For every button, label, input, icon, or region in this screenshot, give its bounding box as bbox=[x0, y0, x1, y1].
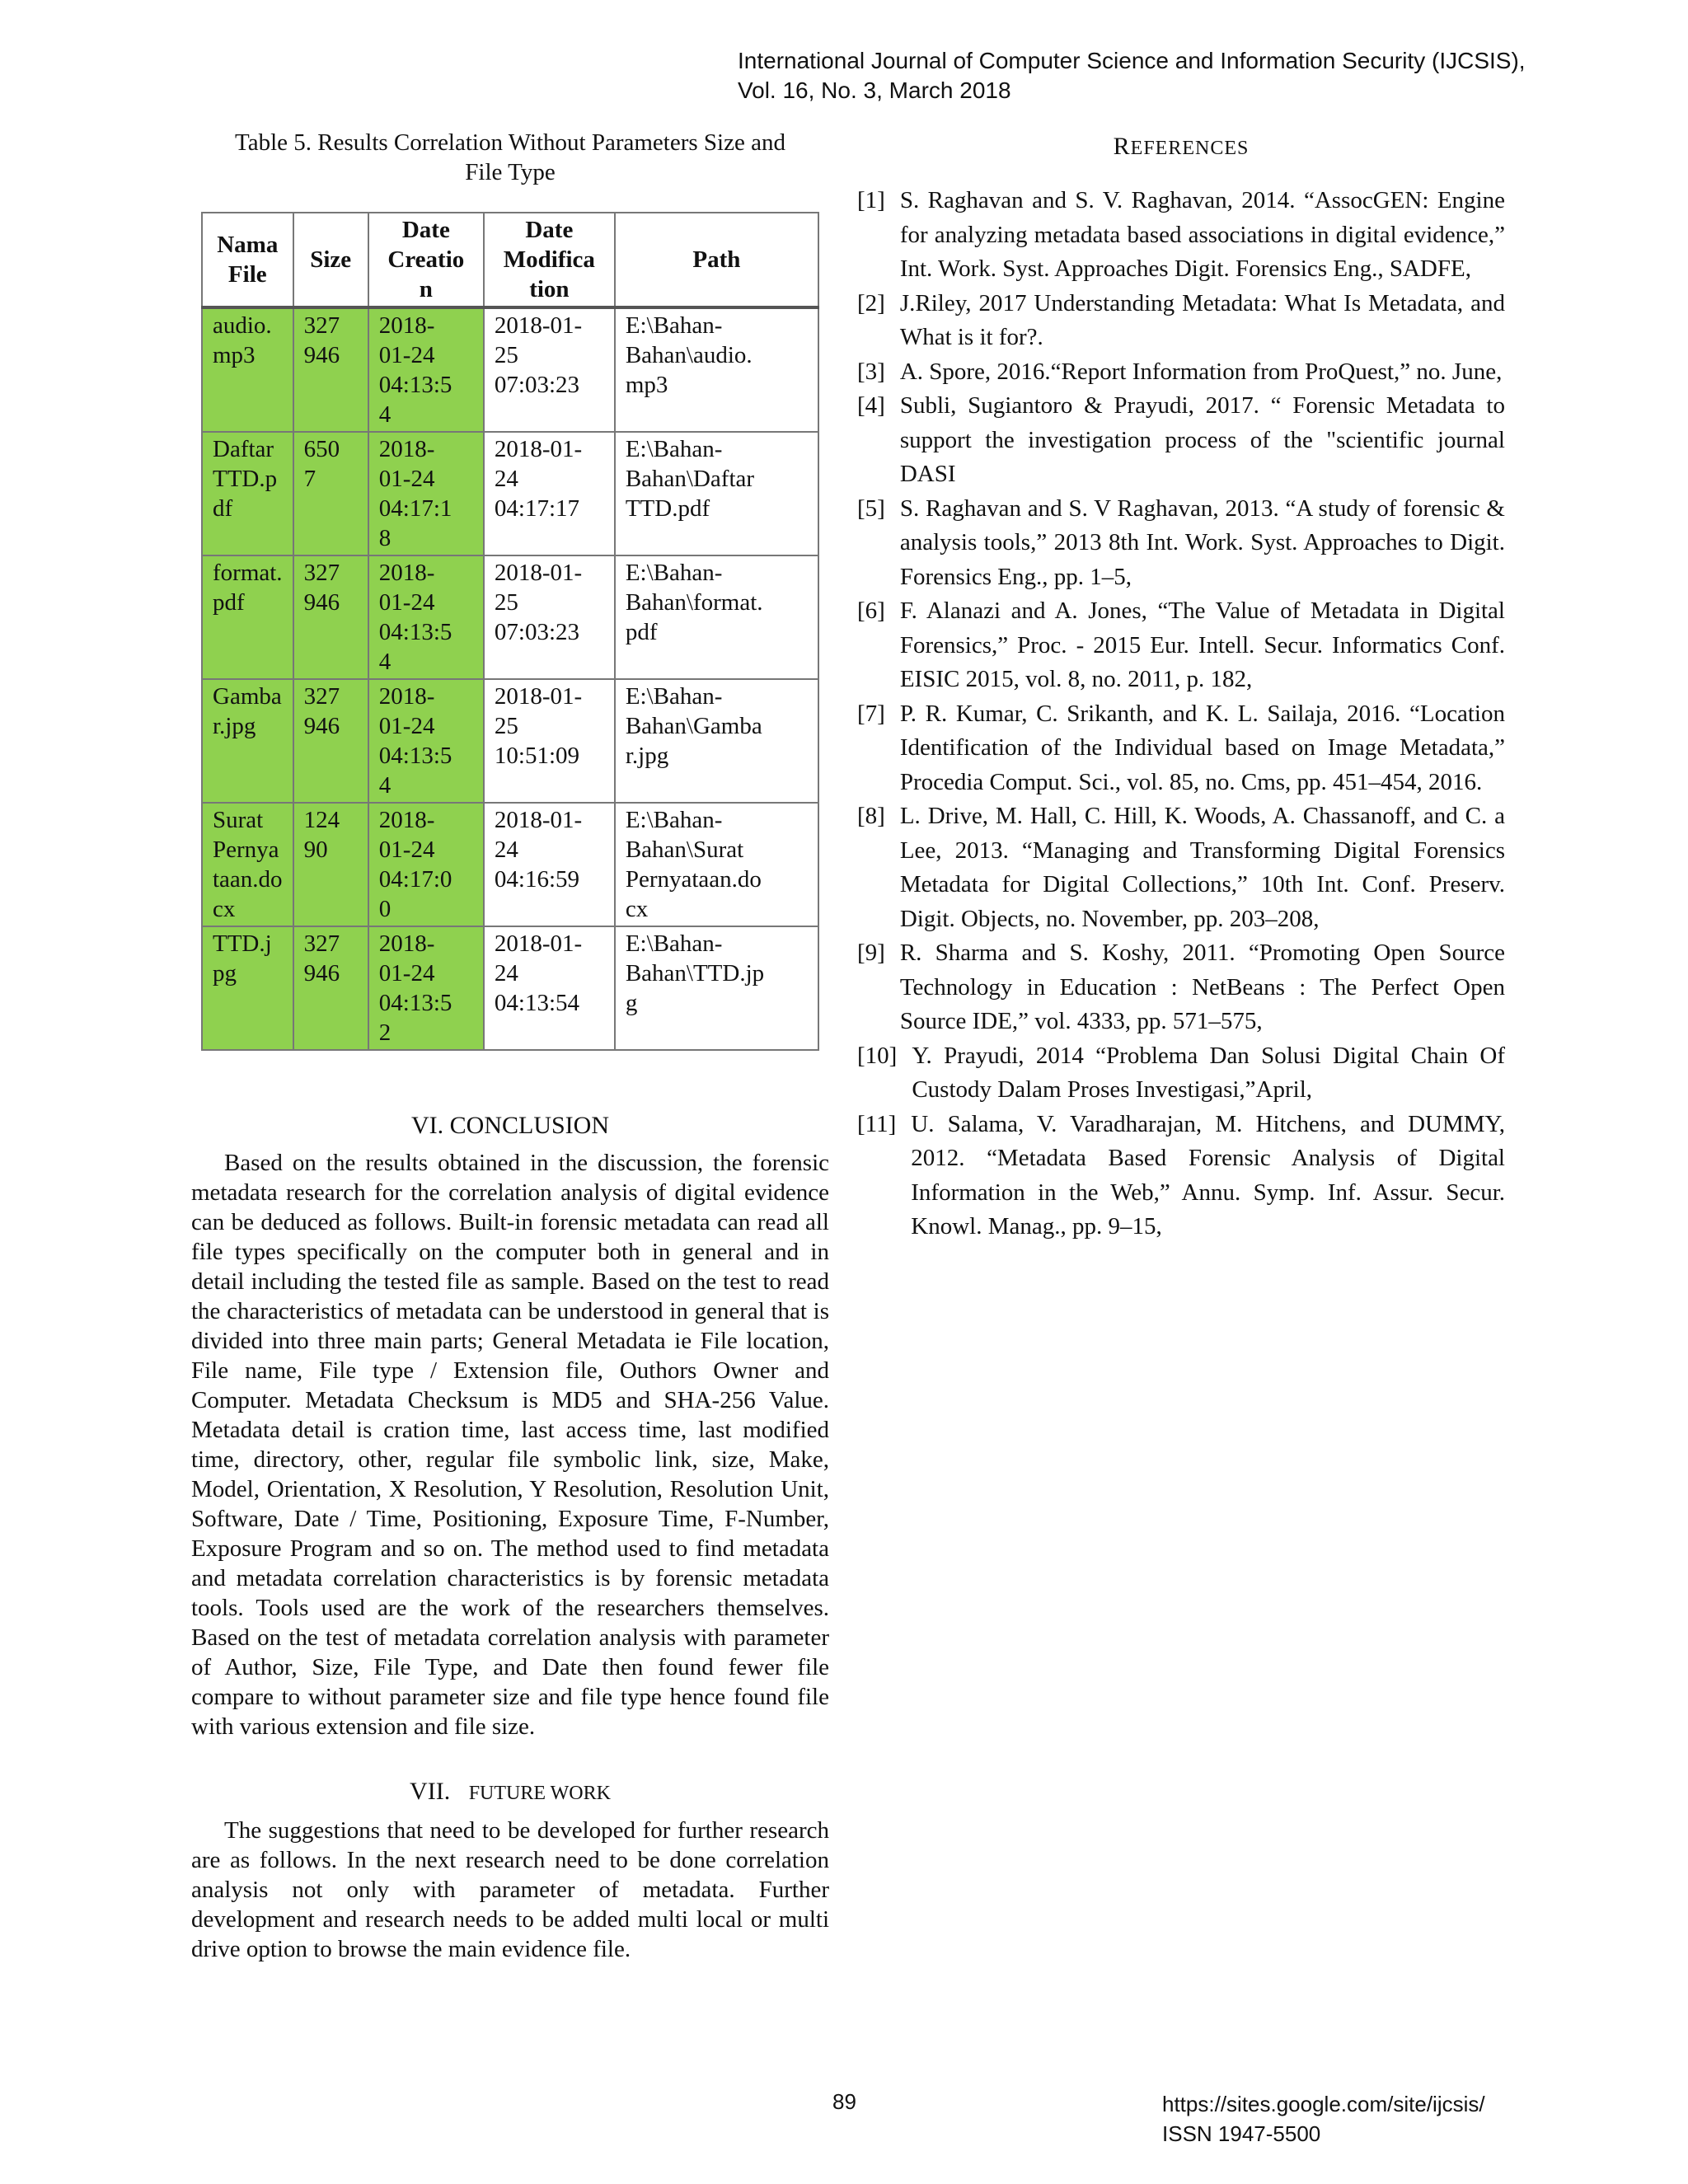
table-cell bbox=[368, 803, 484, 926]
reference-item bbox=[857, 287, 1505, 355]
table-cell-text: 2018-01- bbox=[494, 683, 583, 710]
table-cell-text: 946 bbox=[303, 342, 340, 368]
reference-text: S. Raghavan and S. V Raghavan, 2013. “A study of forensic & analysis tools,” 2013 8th Int. Work. Syst. Approaches to Digit. Forensics Eng., pp. 1–5, bbox=[899, 494, 1505, 590]
table-cell bbox=[293, 555, 368, 679]
table-cell bbox=[202, 307, 293, 432]
table-cell-text: 01-24 bbox=[378, 589, 435, 616]
table-cell-text: 4 bbox=[378, 401, 392, 428]
table-header-cell bbox=[202, 213, 293, 307]
table-header-text: n bbox=[419, 276, 433, 302]
table-header-row bbox=[202, 213, 818, 307]
reference-number: [6] bbox=[857, 598, 885, 624]
table-cell-text: E:\Bahan- bbox=[625, 560, 723, 586]
table-cell-text: Surat bbox=[213, 807, 264, 833]
reference-number: [5] bbox=[857, 494, 885, 522]
table-row bbox=[202, 555, 818, 679]
table-cell-text: 10:51:09 bbox=[494, 743, 580, 769]
table-header-text: Path bbox=[692, 246, 741, 273]
table-cell bbox=[484, 803, 615, 926]
table-header-cell bbox=[615, 213, 818, 307]
table-cell bbox=[615, 803, 818, 926]
table-cell-text: 25 bbox=[494, 589, 518, 616]
table-cell-text: 04:17:1 bbox=[378, 495, 452, 522]
table-cell-text: audio. bbox=[213, 312, 272, 339]
table-cell bbox=[368, 926, 484, 1050]
table-header-text: Date bbox=[401, 217, 450, 243]
table-cell-text: mp3 bbox=[625, 372, 668, 398]
reference-item bbox=[857, 184, 1505, 287]
table-cell bbox=[368, 432, 484, 555]
table-cell-text: 04:13:5 bbox=[378, 372, 452, 398]
reference-item bbox=[857, 492, 1505, 595]
table-cell-text: pdf bbox=[625, 619, 658, 645]
table-cell-text: 01-24 bbox=[378, 713, 435, 739]
table-header-text: tion bbox=[529, 276, 570, 302]
table-cell-text: 8 bbox=[378, 525, 392, 551]
future-work-title: FUTURE WORK bbox=[468, 1783, 611, 1804]
table-cell bbox=[202, 926, 293, 1050]
reference-item bbox=[857, 799, 1505, 936]
table-header-cell bbox=[368, 213, 484, 307]
table-header-text: Creatio bbox=[387, 246, 465, 273]
table-cell-text: 25 bbox=[494, 713, 518, 739]
results-table bbox=[201, 212, 819, 1051]
table-cell-text: 24 bbox=[494, 837, 518, 863]
table-cell bbox=[615, 679, 818, 803]
reference-item bbox=[857, 936, 1505, 1039]
table-cell-text: 24 bbox=[494, 960, 518, 987]
table-cell bbox=[202, 679, 293, 803]
table-cell-text: E:\Bahan- bbox=[625, 683, 723, 710]
table-row bbox=[202, 679, 818, 803]
references-heading-rest: EFERENCES bbox=[1130, 138, 1250, 159]
table-cell-text: Bahan\Gamba bbox=[625, 713, 762, 739]
table-cell bbox=[484, 555, 615, 679]
table-cell-text: 07:03:23 bbox=[494, 372, 580, 398]
references-heading bbox=[857, 133, 1505, 161]
table-cell-text: 2018- bbox=[378, 930, 435, 957]
right-column bbox=[857, 128, 1505, 1244]
table-cell-text: 2018-01- bbox=[494, 560, 583, 586]
table-cell-text: 90 bbox=[303, 837, 328, 863]
table-cell-text: 2018- bbox=[378, 683, 435, 710]
reference-text: U. Salama, V. Varadharajan, M. Hitchens, and DUMMY, 2012. “Metadata Based Forensic Analysis of Digital Information in the Web,” Annu. Symp. Inf. Assur. Secur. Knowl. Manag., pp. 9–15, bbox=[911, 1110, 1505, 1240]
table-header-cell bbox=[293, 213, 368, 307]
reference-text: P. R. Kumar, C. Srikanth, and K. L. Sailaja, 2016. “Location Identification of the Individual based on Image Metadata,” Procedia Comput. Sci., vol. 85, no. Cms, pp. 451–454, 2016. bbox=[899, 700, 1505, 795]
reference-text: S. Raghavan and S. V. Raghavan, 2014. “AssocGEN: Engine for analyzing metadata based associations in digital evidence,” Int. Work. Syst. Approaches Digit. Forensics Eng., SADFE, bbox=[899, 187, 1505, 282]
table-cell-text: E:\Bahan- bbox=[625, 807, 723, 833]
table-cell-text: 4 bbox=[378, 772, 392, 799]
reference-item bbox=[857, 1108, 1505, 1244]
table-cell-text: 650 bbox=[303, 436, 340, 462]
table-cell-text: Pernya bbox=[213, 837, 279, 863]
future-work-paragraph: The suggestions that need to be developed for further research are as follows. In the next research need to be done correlation analysis not only with parameter of metadata. Further development and research needs to be added multi local or multi drive option to browse the main evidence file. bbox=[191, 1817, 829, 1962]
table-cell-text: 946 bbox=[303, 713, 340, 739]
table-cell bbox=[293, 803, 368, 926]
table-cell bbox=[615, 307, 818, 432]
table-cell-text: TTD.j bbox=[213, 930, 272, 957]
reference-item bbox=[857, 355, 1505, 390]
table-cell-text: E:\Bahan- bbox=[625, 312, 723, 339]
table-cell-text: TTD.pdf bbox=[625, 495, 710, 522]
conclusion-paragraph: Based on the results obtained in the discussion, the forensic metadata research for the correlation analysis of digital evidence can be deduced as follows. Built-in forensic metadata can read all file types specifically on the computer both in general and in detail including the tested file as sample. Based on the test to read the characteristics of metadata can be understood in general that is divided into three main parts; General Metadata ie File location, File name, File type / Extension file, Outhors Owner and Computer. Metadata Checksum is MD5 and SHA-256 Value. Metadata detail is cration time, last access time, last modified time, directory, other, regular file symbolic link, size, Make, Model, Orientation, X Resolution, Y Resolution, Resolution Unit, Software, Date / Time, Positioning, Exposure Time, F-Number, Exposure Program and so on. The method used to find metadata and metadata correlation characteristics is by forensic metadata tools. Tools used are the work of the researchers themselves. Based on the test of metadata correlation analysis with parameter of Author, Size, File Type, and Date then found fewer file compare to without parameter size and file type hence found file with various extension and file size. bbox=[191, 1150, 829, 1740]
table-header-cell bbox=[484, 213, 615, 307]
table-cell-text: Pernyataan.do bbox=[625, 866, 762, 893]
reference-item bbox=[857, 697, 1505, 800]
table-cell-text: 25 bbox=[494, 342, 518, 368]
reference-item bbox=[857, 594, 1505, 697]
journal-volume: Vol. 16, No. 3, March 2018 bbox=[738, 77, 1011, 103]
table-cell-text: 01-24 bbox=[378, 960, 435, 987]
table-header-text: Modifica bbox=[503, 246, 595, 273]
table-cell-text: 04:13:54 bbox=[494, 990, 580, 1016]
footer-issn: ISSN 1947-5500 bbox=[1162, 2121, 1321, 2146]
journal-header bbox=[738, 46, 1661, 105]
table-header-text: File bbox=[227, 261, 267, 288]
table-cell-text: cx bbox=[625, 896, 649, 922]
table-cell-text: Bahan\audio. bbox=[625, 342, 753, 368]
table-cell-text: 7 bbox=[303, 466, 316, 492]
table-cell-text: 2018- bbox=[378, 436, 435, 462]
table-cell-text: 04:17:0 bbox=[378, 866, 452, 893]
table-cell-text: 04:13:5 bbox=[378, 619, 452, 645]
table-cell-text: Bahan\format. bbox=[625, 589, 763, 616]
reference-number: [7] bbox=[857, 700, 885, 727]
table-cell-text: 04:13:5 bbox=[378, 743, 452, 769]
table-cell-text: g bbox=[625, 990, 638, 1016]
table-cell-text: 24 bbox=[494, 466, 518, 492]
table-cell bbox=[293, 679, 368, 803]
table-cell bbox=[484, 679, 615, 803]
table-cell-text: pg bbox=[213, 960, 237, 987]
table-cell-text: 01-24 bbox=[378, 342, 435, 368]
reference-item bbox=[857, 389, 1505, 492]
table-cell-text: 327 bbox=[303, 560, 340, 586]
table-cell-text: cx bbox=[213, 896, 236, 922]
table-row bbox=[202, 307, 818, 432]
table-cell-text: 04:16:59 bbox=[494, 866, 580, 893]
table-cell-text: 04:17:17 bbox=[494, 495, 580, 522]
table-cell-text: r.jpg bbox=[213, 713, 256, 739]
table-cell bbox=[202, 803, 293, 926]
table-cell-text: r.jpg bbox=[625, 743, 669, 769]
table-cell-text: 2018-01- bbox=[494, 436, 583, 462]
table-caption-line2: File Type bbox=[465, 159, 556, 185]
table-cell bbox=[484, 926, 615, 1050]
reference-text: Y. Prayudi, 2014 “Problema Dan Solusi Digital Chain Of Custody Dalam Proses Investigasi,”April, bbox=[912, 1042, 1505, 1103]
table-cell bbox=[202, 432, 293, 555]
table-cell-text: Bahan\Daftar bbox=[625, 466, 755, 492]
table-cell-text: 01-24 bbox=[378, 466, 435, 492]
table-cell-text: Daftar bbox=[213, 436, 274, 462]
table-cell-text: TTD.p bbox=[213, 466, 278, 492]
reference-text: F. Alanazi and A. Jones, “The Value of Metadata in Digital Forensics,” Proc. - 2015 Eur. Intell. Secur. Informatics Conf. EISIC 2015, vol. 8, no. 2011, p. 182, bbox=[899, 598, 1505, 692]
table-body bbox=[202, 307, 818, 1050]
left-column bbox=[191, 128, 829, 1964]
table-cell-text: 327 bbox=[303, 683, 340, 710]
table-cell-text: format. bbox=[213, 560, 283, 586]
table-cell-text: 2 bbox=[378, 1019, 392, 1046]
reference-number: [3] bbox=[857, 358, 885, 385]
table-cell-text: 2018- bbox=[378, 807, 435, 833]
reference-number: [9] bbox=[857, 940, 885, 966]
table-cell-text: Bahan\Surat bbox=[625, 837, 744, 863]
reference-text: A. Spore, 2016.“Report Information from ProQuest,” no. June, bbox=[899, 358, 1503, 385]
future-work-number: VII. bbox=[410, 1778, 451, 1805]
table-cell-text: 01-24 bbox=[378, 837, 435, 863]
table-cell-text: 2018-01- bbox=[494, 930, 583, 957]
table-caption bbox=[191, 128, 829, 187]
table-cell-text: Gamba bbox=[213, 683, 282, 710]
table-cell bbox=[293, 432, 368, 555]
table-cell bbox=[615, 432, 818, 555]
table-cell-text: pdf bbox=[213, 589, 245, 616]
table-header-text: Date bbox=[525, 217, 574, 243]
table-caption-line1: Table 5. Results Correlation Without Parameters Size and bbox=[235, 129, 785, 156]
table-cell bbox=[293, 926, 368, 1050]
reference-text: Subli, Sugiantoro & Prayudi, 2017. “ Forensic Metadata to support the investigation process of the "scientific journal DASI bbox=[899, 392, 1505, 487]
page-number: 89 bbox=[832, 2089, 856, 2114]
table-cell-text: 07:03:23 bbox=[494, 619, 580, 645]
table-cell-text: 327 bbox=[303, 930, 340, 957]
table-cell-text: 2018-01- bbox=[494, 312, 583, 339]
reference-list bbox=[857, 184, 1505, 1244]
table-cell bbox=[368, 555, 484, 679]
table-cell bbox=[368, 307, 484, 432]
conclusion-heading: VI. CONCLUSION bbox=[411, 1112, 609, 1139]
reference-number: [2] bbox=[857, 289, 885, 316]
table-cell-text: df bbox=[213, 495, 233, 522]
reference-number: [10] bbox=[857, 1042, 898, 1069]
table-cell bbox=[615, 926, 818, 1050]
table-cell-text: 124 bbox=[303, 807, 340, 833]
table-cell-text: 4 bbox=[378, 649, 392, 675]
footer-url: https://sites.google.com/site/ijcsis/ bbox=[1162, 2092, 1485, 2116]
reference-number: [1] bbox=[857, 187, 885, 213]
table-cell-text: 946 bbox=[303, 960, 340, 987]
references-heading-initial: R bbox=[1113, 133, 1131, 160]
table-cell-text: 327 bbox=[303, 312, 340, 339]
table-header-text: Size bbox=[310, 246, 352, 273]
table-row bbox=[202, 432, 818, 555]
table-cell bbox=[368, 679, 484, 803]
table-cell-text: 2018-01- bbox=[494, 807, 583, 833]
table-cell-text: 0 bbox=[378, 896, 392, 922]
table-cell-text: E:\Bahan- bbox=[625, 436, 723, 462]
reference-text: J.Riley, 2017 Understanding Metadata: What Is Metadata, and What is it for?. bbox=[899, 289, 1505, 350]
table-cell bbox=[293, 307, 368, 432]
table-cell-text: 946 bbox=[303, 589, 340, 616]
reference-item bbox=[857, 1039, 1505, 1108]
table-cell-text: 04:13:5 bbox=[378, 990, 452, 1016]
table-cell-text: 2018- bbox=[378, 312, 435, 339]
reference-text: L. Drive, M. Hall, C. Hill, K. Woods, A. Chassanoff, and C. a Lee, 2013. “Managing and Transforming Digital Forensics Metadata for Digital Collections,” 10th Int. Conf. Preserv. Digit. Objects, no. November, pp. 203–208, bbox=[899, 803, 1505, 932]
reference-number: [8] bbox=[857, 803, 885, 829]
reference-number: [11] bbox=[857, 1110, 897, 1137]
table-cell bbox=[615, 555, 818, 679]
table-cell-text: 2018- bbox=[378, 560, 435, 586]
table-cell bbox=[484, 432, 615, 555]
table-cell-text: E:\Bahan- bbox=[625, 930, 723, 957]
reference-number: [4] bbox=[857, 392, 885, 419]
table-cell-text: mp3 bbox=[213, 342, 256, 368]
table-cell bbox=[484, 307, 615, 432]
table-header-text: Nama bbox=[217, 232, 279, 258]
journal-title: International Journal of Computer Science and Information Security (IJCSIS), bbox=[738, 48, 1526, 73]
table-row bbox=[202, 803, 818, 926]
reference-text: R. Sharma and S. Koshy, 2011. “Promoting Open Source Technology in Education : NetBeans : The Perfect Open Source IDE,” vol. 4333, pp. 571–575, bbox=[899, 940, 1505, 1034]
table-cell bbox=[202, 555, 293, 679]
table-cell-text: taan.do bbox=[213, 866, 283, 893]
footer-info bbox=[1162, 2089, 1485, 2149]
table-row bbox=[202, 926, 818, 1050]
future-work-heading bbox=[191, 1776, 829, 1809]
table-cell-text: Bahan\TTD.jp bbox=[625, 960, 765, 987]
